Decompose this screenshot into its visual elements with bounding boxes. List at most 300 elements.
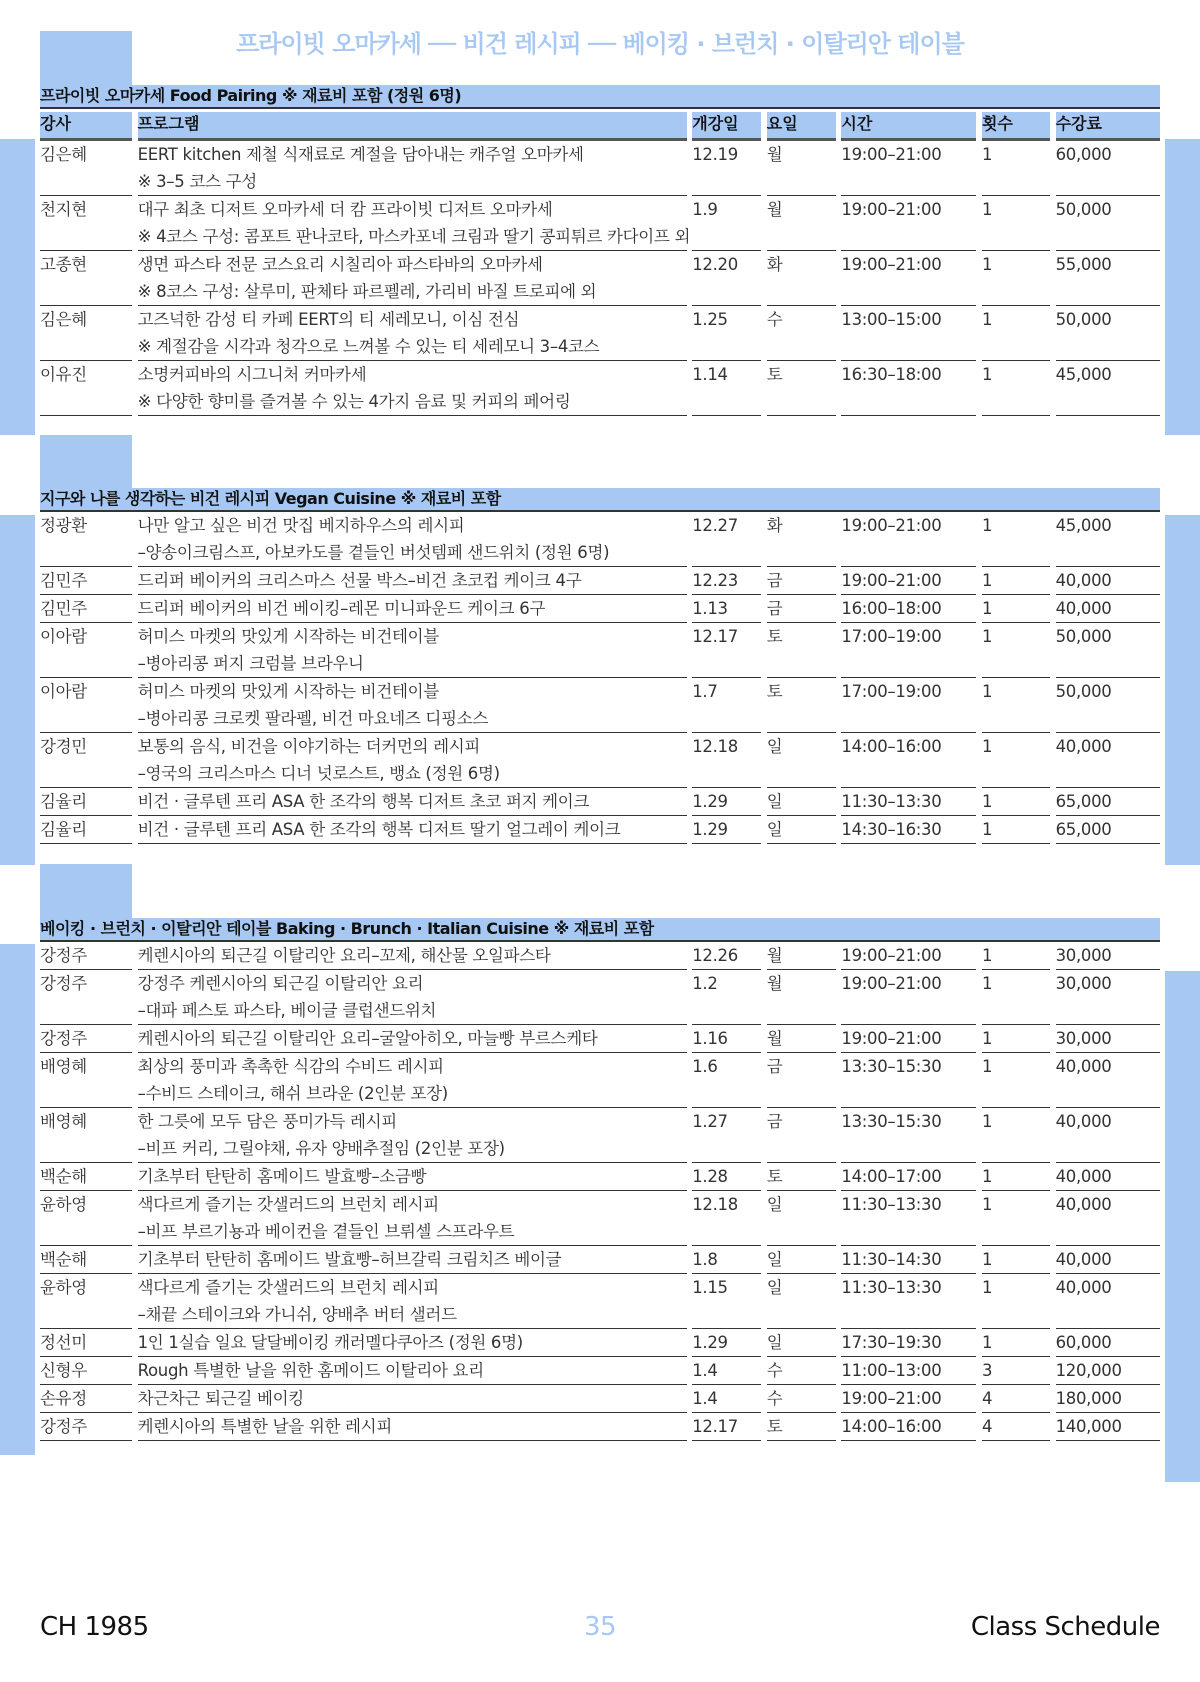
cell-value: 일	[766, 792, 783, 811]
cell-value: 강정주	[40, 946, 87, 965]
cell-program	[138, 1274, 687, 1329]
cell-value: 1.28	[692, 1167, 728, 1186]
cell-value: 13:00–15:00	[841, 310, 942, 329]
cell-value: 토	[766, 682, 783, 701]
cell-value: 1	[981, 627, 993, 646]
cell-fee	[1056, 1274, 1160, 1329]
cell-value: 45,000	[1055, 516, 1112, 535]
cell-sessions	[982, 196, 1050, 251]
cell-time	[841, 678, 976, 733]
cell-value: 금	[766, 1057, 783, 1076]
cell-instructor	[40, 1274, 132, 1329]
cell-start-date	[692, 970, 761, 1025]
cell-fee	[1056, 196, 1160, 251]
cell-program	[138, 1329, 687, 1357]
cell-weekday	[767, 595, 836, 623]
cell-value: 50,000	[1055, 200, 1112, 219]
cell-value: 3	[981, 1361, 993, 1380]
cell-fee	[1056, 512, 1160, 567]
cell-value: 17:00–19:00	[841, 627, 942, 646]
cell-instructor	[40, 1385, 132, 1413]
cell-value: 강경민	[40, 737, 87, 756]
cell-program	[138, 970, 687, 1025]
program-line: –양송이크림스프, 아보카도를 곁들인 버섯템페 샌드위치 (정원 6명)	[137, 543, 610, 562]
cell-program	[138, 1025, 687, 1053]
cell-weekday	[767, 1329, 836, 1357]
program-line: 비건 · 글루텐 프리 ASA 한 조각의 행복 디저트 초코 퍼지 케이크	[137, 792, 590, 811]
cell-value: 14:00–16:00	[841, 1417, 942, 1436]
cell-value: 일	[766, 1278, 783, 1297]
program-line: 1인 1실습 일요 달달베이킹 캐러멜다쿠아즈 (정원 6명)	[137, 1333, 523, 1352]
cell-instructor	[40, 595, 132, 623]
cell-sessions	[982, 1274, 1050, 1329]
cell-program	[138, 1163, 687, 1191]
cell-value: 13:30–15:30	[841, 1057, 942, 1076]
cell-value: 강정주	[40, 1029, 87, 1048]
cell-time	[841, 361, 976, 416]
cell-start-date	[692, 1274, 761, 1329]
cell-value: 김율리	[40, 820, 87, 839]
cell-start-date	[692, 678, 761, 733]
cell-value: 40,000	[1055, 1057, 1112, 1076]
cell-value: 1	[981, 974, 993, 993]
cell-fee	[1056, 1108, 1160, 1163]
cell-time	[841, 788, 976, 816]
cell-value: 김민주	[40, 599, 87, 618]
program-line: 생면 파스타 전문 코스요리 시칠리아 파스타바의 오마카세	[137, 255, 543, 274]
cell-program	[138, 1413, 687, 1441]
cell-start-date	[692, 1053, 761, 1108]
cell-time	[841, 1274, 976, 1329]
cell-value: 윤하영	[40, 1195, 87, 1214]
cell-value: 120,000	[1055, 1361, 1122, 1380]
cell-sessions	[982, 1385, 1050, 1413]
cell-weekday	[767, 1163, 836, 1191]
cell-value: 금	[766, 1112, 783, 1131]
cell-fee	[1056, 970, 1160, 1025]
cell-program	[138, 567, 687, 595]
cell-program	[138, 251, 687, 306]
decor-block	[40, 435, 132, 491]
cell-start-date	[692, 733, 761, 788]
cell-value: 토	[766, 1417, 783, 1436]
cell-instructor	[40, 306, 132, 361]
cell-instructor	[40, 788, 132, 816]
decor-strip-left	[0, 139, 35, 435]
cell-start-date	[692, 141, 761, 196]
cell-value: 1	[981, 820, 993, 839]
cell-value: 1.27	[692, 1112, 728, 1131]
cell-fee	[1056, 1413, 1160, 1441]
cell-value: 11:30–14:30	[841, 1250, 942, 1269]
cell-value: 4	[981, 1389, 993, 1408]
cell-time	[841, 1108, 976, 1163]
cell-value: 12.17	[692, 627, 738, 646]
cell-start-date	[692, 1385, 761, 1413]
cell-time	[841, 1191, 976, 1246]
cell-instructor	[40, 1163, 132, 1191]
cell-weekday	[767, 970, 836, 1025]
section-heading: 프라이빗 오마카세 Food Pairing ※ 재료비 포함 (정원 6명)	[40, 85, 1160, 109]
cell-weekday	[767, 1385, 836, 1413]
cell-time	[841, 942, 976, 970]
cell-weekday	[767, 678, 836, 733]
cell-start-date	[692, 595, 761, 623]
cell-fee	[1056, 251, 1160, 306]
section-baking-brunch-italian	[40, 918, 1160, 1441]
cell-value: 1	[981, 516, 993, 535]
cell-weekday	[767, 788, 836, 816]
cell-fee	[1056, 1246, 1160, 1274]
decor-block	[40, 31, 132, 87]
cell-value: 13:30–15:30	[841, 1112, 942, 1131]
cell-value: 11:30–13:30	[841, 792, 942, 811]
cell-weekday	[767, 733, 836, 788]
cell-value: 40,000	[1055, 571, 1112, 590]
cell-fee	[1056, 141, 1160, 196]
cell-value: 12.26	[692, 946, 738, 965]
cell-program	[138, 942, 687, 970]
cell-instructor	[40, 567, 132, 595]
cell-weekday	[767, 306, 836, 361]
cell-start-date	[692, 361, 761, 416]
cell-value: 일	[766, 820, 783, 839]
cell-value: 1.9	[692, 200, 718, 219]
cell-value: 월	[766, 145, 783, 164]
page-number: 35	[583, 1612, 617, 1642]
program-line: ※ 다양한 향미를 즐겨볼 수 있는 4가지 음료 및 커피의 페어링	[137, 392, 571, 411]
program-line: 케렌시아의 특별한 날을 위한 레시피	[137, 1417, 392, 1436]
cell-fee	[1056, 306, 1160, 361]
cell-value: 금	[766, 571, 783, 590]
cell-instructor	[40, 361, 132, 416]
program-line: 색다르게 즐기는 갓샐러드의 브런치 레시피	[137, 1195, 439, 1214]
cell-program	[138, 1108, 687, 1163]
cell-value: 1	[981, 1333, 993, 1352]
cell-value: 40,000	[1055, 1167, 1112, 1186]
cell-value: 1.2	[692, 974, 718, 993]
section-omakase	[40, 85, 1160, 416]
program-line: 최상의 풍미과 촉촉한 식감의 수비드 레시피	[137, 1057, 444, 1076]
cell-sessions	[982, 361, 1050, 416]
cell-sessions	[982, 733, 1050, 788]
cell-instructor	[40, 942, 132, 970]
program-line: –병아리콩 크로켓 팔라펠, 비건 마요네즈 디핑소스	[137, 709, 488, 728]
cell-fee	[1056, 361, 1160, 416]
cell-start-date	[692, 623, 761, 678]
cell-time	[841, 251, 976, 306]
program-line: 허미스 마켓의 맛있게 시작하는 비건테이블	[137, 627, 439, 646]
program-line: –병아리콩 퍼지 크럼블 브라우니	[137, 654, 364, 673]
cell-program	[138, 1246, 687, 1274]
cell-instructor	[40, 816, 132, 844]
cell-value: 천지현	[40, 200, 87, 219]
cell-value: 12.17	[692, 1417, 738, 1436]
cell-program	[138, 623, 687, 678]
cell-value: 19:00–21:00	[841, 571, 942, 590]
program-line: 소명커피바의 시그니처 커마카세	[137, 365, 367, 384]
cell-start-date	[692, 306, 761, 361]
program-line: 한 그릇에 모두 담은 풍미가득 레시피	[137, 1112, 397, 1131]
cell-instructor	[40, 1357, 132, 1385]
cell-value: 14:30–16:30	[841, 820, 942, 839]
cell-start-date	[692, 1025, 761, 1053]
cell-value: 이아람	[40, 627, 87, 646]
cell-value: 30,000	[1055, 946, 1112, 965]
cell-weekday	[767, 1025, 836, 1053]
cell-value: 1	[981, 1112, 993, 1131]
cell-start-date	[692, 788, 761, 816]
cell-value: 12.18	[692, 737, 738, 756]
cell-value: 17:00–19:00	[841, 682, 942, 701]
program-line: 차근차근 퇴근길 베이킹	[137, 1389, 304, 1408]
cell-weekday	[767, 1191, 836, 1246]
program-line: 기초부터 탄탄히 홈메이드 발효빵–허브갈릭 크림치즈 베이글	[137, 1250, 562, 1269]
cell-value: 금	[766, 599, 783, 618]
cell-value: 14:00–17:00	[841, 1167, 942, 1186]
cell-sessions	[982, 1108, 1050, 1163]
cell-fee	[1056, 816, 1160, 844]
cell-value: 60,000	[1055, 1333, 1112, 1352]
cell-weekday	[767, 567, 836, 595]
cell-sessions	[982, 623, 1050, 678]
cell-program	[138, 306, 687, 361]
cell-value: 40,000	[1055, 737, 1112, 756]
program-line: 나만 알고 싶은 비건 맛집 베지하우스의 레시피	[137, 516, 465, 535]
program-line: EERT kitchen 제철 식재료로 계절을 담아내는 캐주얼 오마카세	[137, 145, 584, 164]
program-line: 케렌시아의 퇴근길 이탈리안 요리–굴알아히오, 마늘빵 부르스케타	[137, 1029, 598, 1048]
cell-start-date	[692, 942, 761, 970]
cell-weekday	[767, 1246, 836, 1274]
decor-strip-right	[1165, 139, 1200, 435]
cell-sessions	[982, 1053, 1050, 1108]
cell-value: 11:00–13:00	[841, 1361, 942, 1380]
cell-value: 김은혜	[40, 145, 87, 164]
cell-time	[841, 1413, 976, 1441]
cell-value: 고종현	[40, 255, 87, 274]
cell-fee	[1056, 1025, 1160, 1053]
cell-instructor	[40, 1025, 132, 1053]
cell-value: 60,000	[1055, 145, 1112, 164]
cell-value: 50,000	[1055, 627, 1112, 646]
cell-weekday	[767, 1108, 836, 1163]
cell-fee	[1056, 1357, 1160, 1385]
cell-program	[138, 141, 687, 196]
cell-value: 토	[766, 627, 783, 646]
cell-value: 19:00–21:00	[841, 1389, 942, 1408]
cell-value: 1.15	[692, 1278, 728, 1297]
cell-weekday	[767, 1413, 836, 1441]
cell-value: 1.29	[692, 792, 728, 811]
cell-time	[841, 1053, 976, 1108]
cell-value: 1.4	[692, 1361, 718, 1380]
cell-program	[138, 361, 687, 416]
cell-fee	[1056, 595, 1160, 623]
cell-value: 65,000	[1055, 792, 1112, 811]
program-line: 비건 · 글루텐 프리 ASA 한 조각의 행복 디저트 딸기 얼그레이 케이크	[137, 820, 621, 839]
cell-start-date	[692, 567, 761, 595]
cell-fee	[1056, 733, 1160, 788]
cell-sessions	[982, 970, 1050, 1025]
cell-start-date	[692, 196, 761, 251]
cell-sessions	[982, 141, 1050, 196]
cell-value: 16:00–18:00	[841, 599, 942, 618]
program-line: –대파 페스토 파스타, 베이글 클럽샌드위치	[137, 1001, 437, 1020]
cell-program	[138, 512, 687, 567]
program-line: 드리퍼 베이커의 크리스마스 선물 박스–비건 초코컵 케이크 4구	[137, 571, 582, 590]
cell-value: 월	[766, 1029, 783, 1048]
cell-instructor	[40, 733, 132, 788]
cell-program	[138, 595, 687, 623]
program-line: –채끝 스테이크와 가니쉬, 양배추 버터 샐러드	[137, 1305, 457, 1324]
cell-time	[841, 595, 976, 623]
cell-start-date	[692, 512, 761, 567]
column-header-time: 시간	[841, 112, 976, 141]
program-line: –영국의 크리스마스 디너 넛로스트, 뱅쇼 (정원 6명)	[137, 764, 500, 783]
program-line: ※ 4코스 구성: 콤포트 판나코타, 마스카포네 크림과 딸기 콩피튀르 카다이프 외	[137, 227, 691, 246]
cell-program	[138, 733, 687, 788]
cell-start-date	[692, 1163, 761, 1191]
cell-value: 45,000	[1055, 365, 1112, 384]
cell-time	[841, 1163, 976, 1191]
program-line: 허미스 마켓의 맛있게 시작하는 비건테이블	[137, 682, 439, 701]
cell-value: 월	[766, 946, 783, 965]
cell-value: 배영혜	[40, 1112, 87, 1131]
cell-value: 12.18	[692, 1195, 738, 1214]
cell-value: 1.13	[692, 599, 728, 618]
cell-time	[841, 816, 976, 844]
cell-instructor	[40, 970, 132, 1025]
cell-value: 1.29	[692, 1333, 728, 1352]
cell-sessions	[982, 678, 1050, 733]
column-header-program: 프로그램	[138, 112, 687, 141]
cell-instructor	[40, 1108, 132, 1163]
cell-start-date	[692, 1246, 761, 1274]
cell-value: 1.29	[692, 820, 728, 839]
cell-program	[138, 1191, 687, 1246]
section-heading: 지구와 나를 생각하는 비건 레시피 Vegan Cuisine ※ 재료비 포함	[40, 488, 1160, 512]
cell-instructor	[40, 678, 132, 733]
program-line: 드리퍼 베이커의 비건 베이킹–레몬 미니파운드 케이크 6구	[137, 599, 546, 618]
cell-value: 1	[981, 1278, 993, 1297]
program-line: 고즈넉한 감성 티 카페 EERT의 티 세레모니, 이심 전심	[137, 310, 520, 329]
cell-value: 1	[981, 1167, 993, 1186]
cell-instructor	[40, 141, 132, 196]
cell-value: 40,000	[1055, 599, 1112, 618]
cell-sessions	[982, 1413, 1050, 1441]
cell-sessions	[982, 595, 1050, 623]
program-line: ※ 계절감을 시각과 청각으로 느껴볼 수 있는 티 세레모니 3–4코스	[137, 337, 600, 356]
cell-weekday	[767, 361, 836, 416]
cell-start-date	[692, 1108, 761, 1163]
cell-value: 이아람	[40, 682, 87, 701]
cell-value: 180,000	[1055, 1389, 1122, 1408]
cell-value: 11:30–13:30	[841, 1278, 942, 1297]
program-line: –비프 커리, 그릴야채, 유자 양배추절임 (2인분 포장)	[137, 1139, 505, 1158]
cell-value: 1.7	[692, 682, 718, 701]
cell-value: 1	[981, 682, 993, 701]
cell-time	[841, 970, 976, 1025]
cell-instructor	[40, 1246, 132, 1274]
column-header-sessions: 횟수	[982, 112, 1050, 141]
cell-value: 손유정	[40, 1389, 87, 1408]
cell-sessions	[982, 1025, 1050, 1053]
program-line: –수비드 스테이크, 해쉬 브라운 (2인분 포장)	[137, 1084, 448, 1103]
cell-fee	[1056, 1053, 1160, 1108]
cell-value: 1	[981, 365, 993, 384]
cell-fee	[1056, 942, 1160, 970]
cell-sessions	[982, 567, 1050, 595]
cell-value: 40,000	[1055, 1195, 1112, 1214]
cell-weekday	[767, 623, 836, 678]
column-header-weekday: 요일	[767, 112, 836, 141]
cell-value: 1.25	[692, 310, 728, 329]
decor-strip-left	[0, 944, 35, 1455]
cell-fee	[1056, 1163, 1160, 1191]
cell-sessions	[982, 1191, 1050, 1246]
cell-fee	[1056, 1191, 1160, 1246]
column-header-instructor: 강사	[40, 112, 132, 141]
cell-start-date	[692, 251, 761, 306]
cell-value: 신형우	[40, 1361, 87, 1380]
cell-value: 1	[981, 792, 993, 811]
cell-sessions	[982, 1246, 1050, 1274]
decor-strip-right	[1165, 515, 1200, 865]
cell-value: 11:30–13:30	[841, 1195, 942, 1214]
decor-block	[40, 864, 132, 920]
cell-value: 수	[766, 1389, 783, 1408]
cell-instructor	[40, 1053, 132, 1108]
cell-time	[841, 512, 976, 567]
footer-left: CH 1985	[40, 1612, 149, 1642]
cell-value: 1	[981, 1057, 993, 1076]
cell-value: 일	[766, 1250, 783, 1269]
cell-value: 1.14	[692, 365, 728, 384]
cell-weekday	[767, 512, 836, 567]
cell-instructor	[40, 1413, 132, 1441]
cell-value: 19:00–21:00	[841, 516, 942, 535]
cell-time	[841, 196, 976, 251]
cell-value: 1	[981, 946, 993, 965]
cell-value: 40,000	[1055, 1278, 1112, 1297]
cell-value: 16:30–18:00	[841, 365, 942, 384]
cell-fee	[1056, 678, 1160, 733]
cell-time	[841, 567, 976, 595]
program-line: ※ 8코스 구성: 살루미, 판체타 파르펠레, 가리비 바질 트로피에 외	[137, 282, 597, 301]
cell-sessions	[982, 788, 1050, 816]
cell-value: 12.19	[692, 145, 738, 164]
cell-value: 김민주	[40, 571, 87, 590]
cell-value: 1	[981, 599, 993, 618]
cell-value: 1.4	[692, 1389, 718, 1408]
cell-value: 1	[981, 1250, 993, 1269]
cell-fee	[1056, 1329, 1160, 1357]
cell-program	[138, 816, 687, 844]
page-title: 프라이빗 오마카세 ── 비건 레시피 ── 베이킹 · 브런치 · 이탈리안 테이블	[236, 30, 964, 58]
cell-value: 1	[981, 571, 993, 590]
column-header-fee: 수강료	[1056, 112, 1160, 141]
cell-value: 화	[766, 255, 783, 274]
cell-time	[841, 1246, 976, 1274]
cell-value: 65,000	[1055, 820, 1112, 839]
cell-value: 4	[981, 1417, 993, 1436]
decor-strip-right	[1165, 971, 1200, 1482]
cell-value: 1.8	[692, 1250, 718, 1269]
cell-program	[138, 1385, 687, 1413]
cell-fee	[1056, 1385, 1160, 1413]
cell-value: 일	[766, 1195, 783, 1214]
cell-value: 화	[766, 516, 783, 535]
